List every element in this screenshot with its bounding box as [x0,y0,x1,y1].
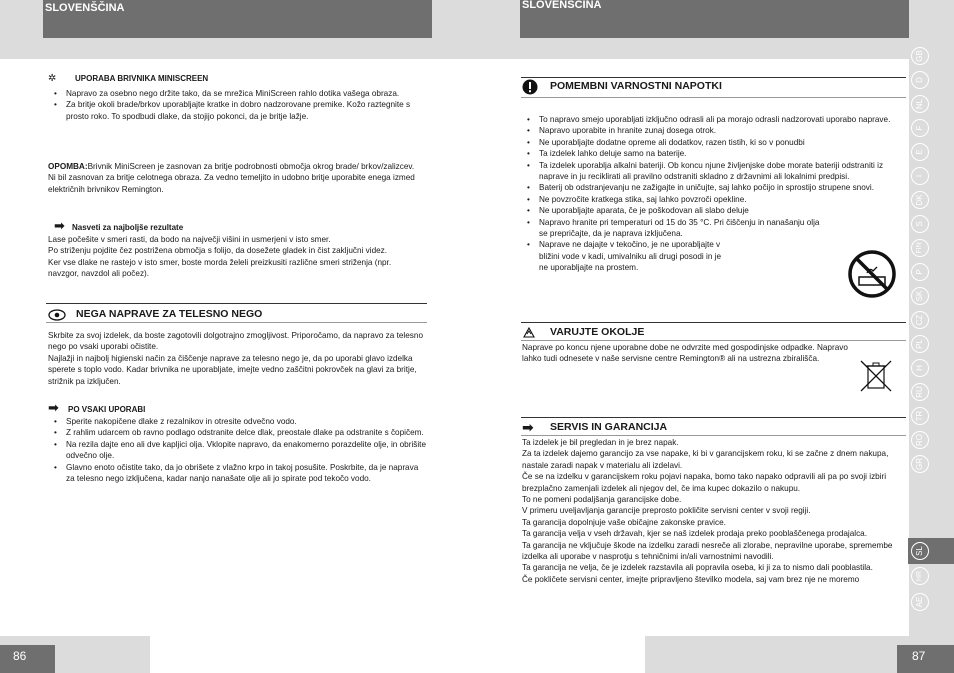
care-paragraph: Skrbite za svoj izdelek, da boste zagotovili dolgotrajno zmogljivost. Priporočamo, da napravo za telesno nego po vsaki uporabi očistite. [48,331,424,352]
note-text: Brivnik MiniScreen je zasnovan za britje podrobnosti območja okrog brade/ brkov/zalizcev. Ni bil zasnovan za britje celotnega obraza. Za vedno temeljito in udobno britje uporabite enega izmed električnih brivnikov Remington. [48,162,415,194]
list-item: • Glavno enoto očistite tako, da jo obrišete z vlažno krpo in takoj posušite. Poskrbite, da je naprava za telesno nego izključena, kadar nanjo nanašate olje ali jo spirate pod tekočo vodo. [48,462,428,485]
list-item: • Ne povzročite kratkega stika, saj lahko povzroči opekline. [521,194,907,205]
lang-label: RO [915,434,924,446]
after-use-list [48,416,428,484]
service-line: To ne pomeni podaljšanja garancijske dobe. [522,495,682,505]
list-item: • Na rezila dajte eno ali dve kapljici olja. Vklopite napravo, da enakomerno porazdelite olje, in obrišite odvečno olje. [48,439,428,462]
eye-icon [48,309,66,321]
lang-tab-hr[interactable] [909,566,933,588]
lang-label: GR [915,458,924,470]
divider [521,435,906,436]
lang-label: P [915,269,924,275]
lang-tab-e[interactable] [909,142,933,164]
divider [521,340,906,341]
service-line: Za ta izdelek dajemo garancijo za vse napake, ki bi v garancijskem roku, ki se začne z dnem nakupa, nastale zaradi napak v materialu ali izdelavi. [522,449,889,470]
divider [521,417,906,418]
lang-tab-i[interactable] [909,166,933,188]
arrow-right-icon: ➡ [522,419,534,435]
lang-tab-dk[interactable] [909,190,933,212]
list-item: • Napravo hranite pri temperaturi od 15 do 35 °C. Pri čiščenju in nanašanju olja se prepričajte, da je naprava izključena. [521,217,907,240]
list-item: • Ne uporabljajte dodatne opreme ali dodatkov, razen tistih, ki so v ponudbi [521,137,907,148]
lang-label: RU [915,386,924,398]
right-header-title: SLOVENŠČINA [520,0,909,38]
service-line: Če se na izdelku v garancijskem roku pojavi napaka, bomo tako napako odpravili ali pa po svoji izbiri brezplačno zamenjali izdelek ali njegov del, če ima kupec dokazilo o nakupu. [522,472,887,493]
lang-tab-p[interactable] [909,262,933,284]
divider [46,303,427,304]
lang-label: DK [915,194,924,206]
service-line: Če pokličete servisni center, imejte pripravljeno številko modela, saj vam brez nje ne moremo [522,574,860,584]
arrow-right-icon: ➡ [54,218,65,233]
lang-label: PL [915,339,924,349]
no-bath-water-icon [847,249,897,299]
note-paragraph [48,161,418,195]
list-item: • Sperite nakopičene dlake z rezalnikov in otresite odvečno vodo. [48,416,428,427]
lang-tab-f[interactable] [909,118,933,140]
lang-label: SK [915,290,924,302]
tip-line: Lase počešite v smeri rasti, da bodo na največji višini in usmerjeni v isto smer. [48,235,331,244]
lang-label: AE [915,596,924,608]
tips-text [48,234,418,280]
service-line: Ta garancija velja v vseh državah, kjer se naš izdelek prodaja preko pooblaščenega prodajalca. [522,529,867,539]
lang-tab-cz[interactable] [909,310,933,332]
lang-tab-nl[interactable] [909,94,933,116]
divider [46,322,427,323]
lang-tab-pl[interactable] [909,334,933,356]
list-item: • Napravo uporabite in hranite zunaj dosega otrok. [521,125,907,136]
divider [521,97,906,98]
lang-tab-ae[interactable] [909,592,933,614]
lang-label: SL [915,546,924,556]
miniscreen-list [48,88,418,122]
lang-label: I [915,174,924,178]
lang-label: GB [915,50,924,62]
service-line: V primeru uveljavljanja garancije preprosto pokličite servisni center v svoji regiji. [522,506,811,516]
gear-icon: ✲ [48,73,57,84]
lang-tab-d[interactable] [909,70,933,92]
lang-tab-ru[interactable] [909,382,933,404]
lang-label: F [915,125,924,131]
lang-label: HR [916,570,923,582]
list-item: • Ne uporabljajte aparata, če je poškodovan ali slabo deluje [521,205,907,216]
lang-tab-s[interactable] [909,214,933,236]
divider [521,322,906,323]
left-header-title: SLOVENŠČINA [43,0,432,38]
lang-label: S [915,221,924,227]
list-item: • Ta izdelek lahko deluje samo na baterije. [521,148,907,159]
lang-tab-h[interactable] [909,358,933,380]
care-paragraph: Najlažji in najbolj higienski način za čiščenje naprave za telesno nego je, da po uporabi glavo izdelka sperete s toplo vodo. Kadar brivnika ne uporabljate, imejte vedno zaščitni pokrovček na glavi za britje, strižnik pa izključen. [48,353,417,386]
note-label: OPOMBA: [48,162,88,171]
care-text [48,330,428,387]
lang-tab-fin[interactable] [909,238,933,260]
lang-tab-gr[interactable] [909,454,933,476]
lang-label: D [915,77,924,83]
warning-icon [522,79,538,95]
service-line: Ta garancija dopolnjuje vaše običajne zakonske pravice. [522,517,726,527]
list-item: • Baterij ob odstranjevanju ne zažigajte in uničujte, saj lahko počijo in sprostijo strupene snovi. [521,182,907,193]
crossed-bin-icon [857,358,895,394]
service-line: Ta garancija ne vključuje škode na izdelku zaradi nesreče ali zlorabe, nepravilne uporabe, spremembe izdelka ali uporabe v nasprotju s tehničnimi in/ali varnostnimi navodili. [522,540,893,562]
right-bottom-strip [645,636,909,673]
arrow-right-icon: ➡ [48,400,59,415]
service-line: Ta izdelek je bil pregledan in je brez napak. [522,438,679,447]
list-item: • Z rahlim udarcem ob ravno podlago odstranite delce dlak, preostale dlake pa odstranite s čopičem. [48,427,428,438]
lang-tab-ro[interactable] [909,430,933,452]
lang-tab-sl[interactable] [908,538,954,564]
list-item: • To napravo smejo uporabljati izključno odrasli ali pa morajo odrasli nadzorovati uporabo naprave. [521,114,907,125]
lang-label: TR [915,410,924,422]
lang-label: NL [915,98,924,110]
lang-label: E [915,149,924,155]
service-line: Ta garancija ne velja, če je izdelek razstavila ali popravila oseba, ki ji za to nismo dali pooblastila. [522,563,873,573]
list-item: • Ta izdelek uporablja alkalni bateriji. Ob koncu njune življenjske dobe morate bateriji odstraniti iz naprave in ju reciklirati ali pravilno odstraniti skladno z državnimi ali lokalnimi predpisi. [521,160,907,183]
divider [521,77,906,78]
lang-tab-tr[interactable] [909,406,933,428]
page-number-right: 87 [897,645,954,673]
service-text [522,437,906,585]
lang-tab-gb[interactable] [909,46,933,68]
tip-line: Ker vse dlake ne rastejo v isto smer, boste morda želeli preizkusiti različne smeri striženja (npr. navzgor, navzdol ali počez). [48,257,392,279]
list-item: • Naprave ne dajajte v tekočino, je ne uporabljajte v bližini vode v kadi, umivalniku ali drugi posodi in je ne uporabljajte na prostem. [521,239,907,273]
lang-tab-sk[interactable] [909,286,933,308]
lang-label: FIN [916,242,923,254]
list-item: • Za britje okoli brade/brkov uporabljajte kratke in dobro nadzorovane premike. Kožo raztegnite s prosto roko. To spodbudi dlake, da stojijo pokonci, da je britje lažje. [48,99,418,122]
environment-text: Naprave po koncu njene uporabne dobe ne odvrzite med gospodinjske odpadke. Napravo lahko tudi odnesete v naše servisne centre Remington® ali na ustrezna zbirališča. [522,343,848,364]
recycle-icon [522,327,536,340]
page-number-left: 86 [0,645,55,673]
lang-label: CZ [915,314,924,326]
tip-line: Po striženju pojdite čez postriženа območja s folijo, da dosežete gladek in čist zaključni videz. [48,246,388,256]
list-item: • Napravo za osebno nego držite tako, da se mrežica MiniScreen rahlo dotika vašega obraza. [48,88,418,99]
lang-label: H [915,365,924,371]
